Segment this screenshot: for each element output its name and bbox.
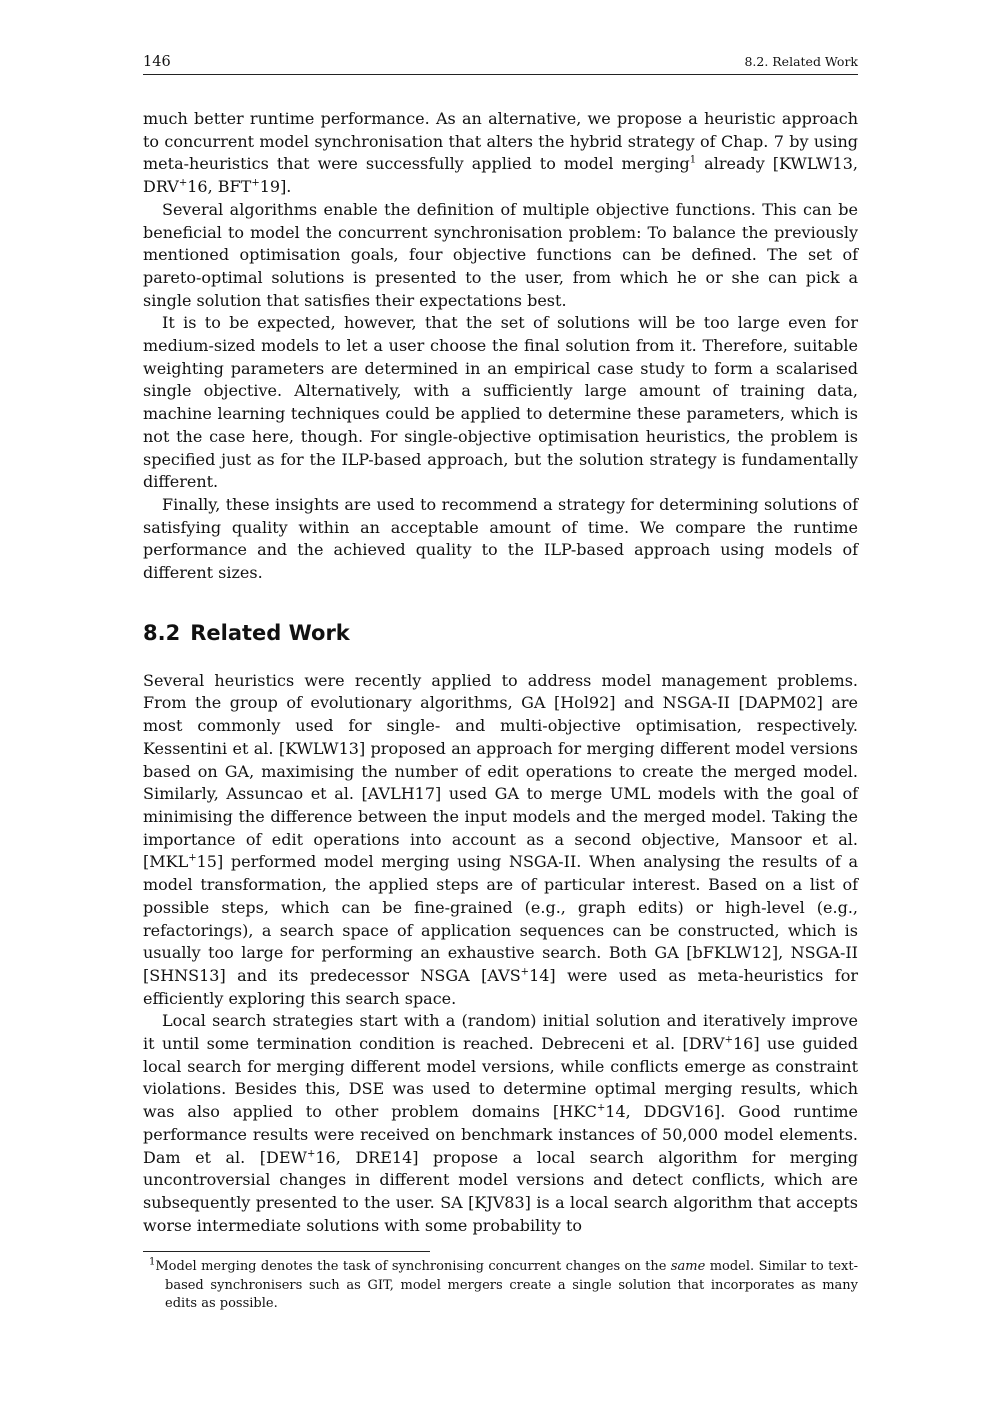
footnote: $^1$Model merging denotes the task of synchronising concurrent changes on the same model. Similar to text-based synchronisers such as GIT, model mergers create a single solution that incorporates as many edits as possible. bbox=[149, 1257, 858, 1312]
paragraph-objectives: Several algorithms enable the definition of multiple objective functions. This can be beneficial to model the concurrent synchronisation problem: To balance the previously mentioned optimisation goals, four objective functions can be defined. The set of pareto-optimal solutions is presented to the user, from which he or she can pick a single solution that satisfies their expectations best. bbox=[143, 199, 858, 310]
section-title: Related Work bbox=[190, 620, 350, 645]
footnote-marker: 1 bbox=[149, 1257, 156, 1269]
paragraph-intro: much better runtime performance. As an alternative, we propose a heuristic approach to concurrent model synchronisation that alters the hybrid strategy of Chap. 7 by using meta-heuristics that were successfully applied to model merging$^1$ already [KWLW13, DRV+16, BFT+19]. bbox=[143, 109, 858, 197]
paragraph-weighting: It is to be expected, however, that the set of solutions will be too large even for medium-sized models to let a user choose the final solution from it. Therefore, suitable weighting parameters are determined in an empirical case study to form a scalarised single objective. Alternatively, with a sufficiently large amount of training data, machine learning techniques could be applied to determine these parameters, which is not the case here, though. For single-objective optimisation heuristics, the problem is specified just as for the ILP-based approach, but the solution strategy is fundamentally different. bbox=[143, 313, 858, 492]
section-heading bbox=[143, 621, 858, 645]
section-number: 8.2 bbox=[143, 620, 181, 645]
paragraph-insights: Finally, these insights are used to recommend a strategy for determining solutions of satisfying quality within an acceptable amount of time. We compare the runtime performance and the achieved quality to the ILP-based approach using models of different sizes. bbox=[143, 494, 858, 583]
footnote-rule bbox=[143, 1251, 430, 1252]
paragraph-related-work-1: Several heuristics were recently applied to address model management problems. From the group of evolutionary algorithms, GA [Hol92] and NSGA-II [DAPM02] are most commonly used for single- and multi-objective optimisation, respectively. Kessentini et al. [KWLW13] proposed an approach for merging different model versions based on GA, maximising the number of edit operations to create the merged model. Similarly, Assuncao et al. [AVLH17] used GA to merge UML models with the goal of minimising the difference between the input models and the merged model. Taking the importance of edit operations into account as a second objective, Mansoor et al. [MKL+15] performed model merging using NSGA-II. When analysing the results of a model transformation, the applied steps are of particular interest. Based on a list of possible steps, which can be fine-grained (e.g., graph edits) or high-level (e.g., refactorings), a search space of application sequences can be constructed, which is usually too large for performing an exhaustive search. Both GA [bFKLW12], NSGA-II [SHNS13] and its predecessor NSGA [AVS+14] were used as meta-heuristics for efficiently exploring this search space. bbox=[143, 670, 859, 1008]
running-section-title: 8.2. Related Work bbox=[744, 54, 858, 69]
paragraph-related-work-2: Local search strategies start with a (random) initial solution and iteratively improve it until some termination condition is reached. Debreceni et al. [DRV+16] use guided local search for merging different model versions, while conflicts emerge as constraint violations. Besides this, DSE was used to determine optimal merging results, which was also applied to other problem domains [HKC+14, DDGV16]. Good runtime performance results were received on benchmark instances of 50,000 model elements. Dam et al. [DEW+16, DRE14] propose a local search algorithm for merging uncontroversial changes in different model versions and detect conflicts, which are subsequently presented to the user. SA [KJV83] is a local search algorithm that accepts worse intermediate solutions with some probability to bbox=[143, 1011, 859, 1235]
footnote-ref[interactable]: 1 bbox=[689, 155, 697, 167]
page-number: 146 bbox=[143, 54, 171, 70]
running-header bbox=[143, 54, 858, 75]
body-text bbox=[143, 108, 858, 1314]
